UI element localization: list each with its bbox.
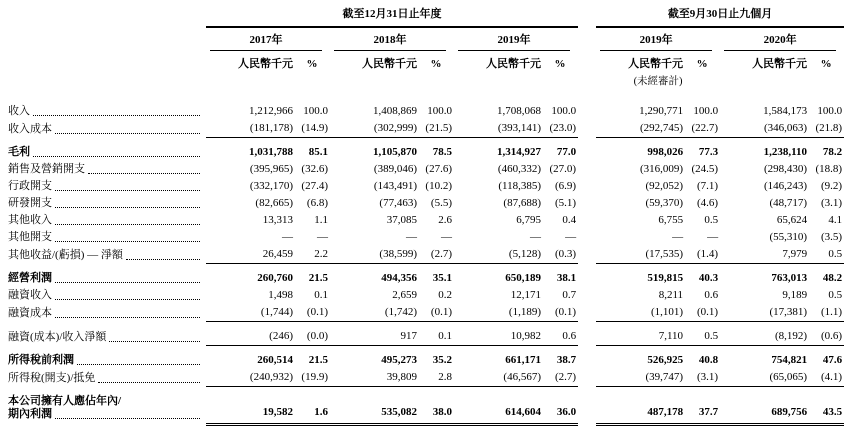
percent-cell: 2.6	[438, 214, 452, 226]
amount-cell: (92,052)	[645, 180, 684, 192]
percent-cell: (18.8)	[815, 163, 843, 175]
amount-cell: 1,290,771	[639, 105, 684, 117]
row-label: 研發開支	[8, 195, 206, 212]
year-header-2017: 2017年	[206, 27, 330, 51]
table-row	[8, 346, 844, 370]
currency-unit-header: 人民幣千元	[238, 58, 293, 70]
percent-cell: 0.5	[828, 289, 843, 301]
amount-cell: (1,101)	[650, 306, 684, 318]
amount-cell: 1,584,173	[763, 105, 808, 117]
dot-leader	[55, 214, 200, 225]
column-gap	[578, 195, 596, 212]
column-gap	[578, 322, 596, 346]
percent-cell: (23.0)	[549, 122, 577, 134]
amount-cell: (346,063)	[763, 122, 808, 134]
amount-cell: 1,408,869	[373, 105, 417, 117]
table-row	[8, 103, 844, 120]
currency-unit-header: 人民幣千元	[362, 58, 417, 70]
percent-cell: 100.0	[693, 105, 719, 117]
percent-cell: 37.7	[684, 387, 720, 425]
nine-month-period-header: 截至9月30日止九個月	[596, 8, 844, 27]
amount-cell: (143,491)	[373, 180, 417, 192]
amount-cell: 1,498	[268, 289, 293, 301]
currency-unit-header: 人民幣千元	[752, 58, 808, 70]
dot-leader	[55, 289, 200, 300]
amount-cell: —	[530, 231, 541, 243]
amount-cell: 9,189	[782, 289, 808, 301]
amount-cell: 2,659	[392, 289, 417, 301]
amount-cell: 26,459	[262, 248, 293, 260]
income-statement-table	[8, 8, 844, 426]
amount-cell: —	[406, 231, 417, 243]
percent-cell: (0.3)	[554, 248, 577, 260]
percent-cell: 4.1	[828, 214, 843, 226]
table-row	[8, 369, 844, 387]
percent-cell: (6.9)	[554, 180, 577, 192]
row-label: 經營利潤	[8, 264, 206, 288]
percent-cell: 0.1	[314, 289, 328, 301]
percent-cell: (21.8)	[815, 122, 843, 134]
percent-cell: (24.5)	[691, 163, 719, 175]
row-label: 融資(成本)/收入淨額	[8, 322, 206, 346]
dot-leader	[55, 408, 200, 419]
amount-cell: (48,717)	[769, 197, 808, 209]
corner-cell	[8, 73, 206, 90]
column-gap	[578, 51, 596, 73]
amount-cell: 10,982	[454, 322, 542, 346]
percent-cell: (27.6)	[425, 163, 452, 175]
amount-cell: (5,128)	[508, 248, 541, 260]
percent-cell: (5.5)	[430, 197, 452, 209]
row-label: 其他收益/(虧損) — 淨額	[8, 246, 206, 264]
column-gap	[578, 73, 596, 90]
percent-cell: (0.0)	[294, 322, 330, 346]
table-row	[8, 120, 844, 138]
amount-cell: (316,009)	[639, 163, 684, 175]
amount-cell: (55,310)	[769, 231, 808, 243]
percent-cell: (6.8)	[306, 197, 328, 209]
percent-cell: —	[441, 231, 452, 243]
header-body-gap	[8, 90, 844, 103]
amount-cell: 1,105,870	[330, 138, 418, 162]
column-gap	[578, 103, 596, 120]
amount-cell: (39,747)	[645, 371, 684, 383]
percent-cell: 0.1	[418, 322, 454, 346]
row-label: 銷售及營銷開支	[8, 161, 206, 178]
table-row	[8, 246, 844, 264]
column-gap	[578, 229, 596, 246]
amount-cell: (82,665)	[255, 197, 293, 209]
percent-cell: (27.4)	[301, 180, 328, 192]
percent-cell: —	[707, 231, 719, 243]
dot-leader	[55, 180, 200, 191]
amount-cell: 1,708,068	[497, 105, 541, 117]
percent-cell: 2.2	[314, 248, 328, 260]
percent-cell: (1.1)	[820, 306, 843, 318]
corner-cell	[8, 51, 206, 73]
percent-cell: 40.8	[684, 346, 720, 370]
amount-cell: (17,381)	[769, 306, 808, 318]
row-label: 所得稅前利潤	[8, 346, 206, 370]
percent-cell: (4.1)	[820, 371, 843, 383]
amount-cell: (298,430)	[763, 163, 808, 175]
year-header-9m-2020: 2020年	[720, 27, 844, 51]
amount-cell: 6,795	[516, 214, 541, 226]
amount-cell: (17,535)	[645, 248, 684, 260]
amount-cell: (87,688)	[503, 197, 541, 209]
unaudited-note: (未經審計)	[633, 76, 683, 87]
table-row	[8, 161, 844, 178]
amount-cell: (1,189)	[508, 306, 541, 318]
amount-cell: (240,932)	[249, 371, 293, 383]
amount-cell: 65,624	[776, 214, 808, 226]
percent-cell: 0.6	[542, 322, 578, 346]
row-label: 其他收入	[8, 212, 206, 229]
dot-leader	[55, 197, 200, 208]
percent-cell: 21.5	[294, 346, 330, 370]
percent-header: %	[696, 58, 708, 70]
amount-cell: 13,313	[262, 214, 293, 226]
percent-cell: 38.7	[542, 346, 578, 370]
amount-cell: (1,742)	[384, 306, 417, 318]
column-gap	[578, 346, 596, 370]
amount-cell: (181,178)	[249, 122, 293, 134]
amount-cell: (46,567)	[503, 371, 541, 383]
percent-cell: 1.6	[294, 387, 330, 425]
table-row	[8, 387, 844, 425]
row-label: 融資收入	[8, 287, 206, 304]
percent-header: %	[820, 58, 832, 70]
amount-cell: —	[672, 231, 684, 243]
percent-cell: 38.1	[542, 264, 578, 288]
dot-leader	[77, 354, 200, 365]
row-label: 其他開支	[8, 229, 206, 246]
percent-header: %	[306, 58, 318, 70]
percent-cell: 100.0	[303, 105, 328, 117]
amount-cell: 260,760	[206, 264, 294, 288]
percent-cell: (27.0)	[549, 163, 577, 175]
corner-cell	[8, 8, 206, 27]
amount-cell: 39,809	[386, 371, 417, 383]
percent-cell: 48.2	[808, 264, 844, 288]
percent-cell: 0.7	[562, 289, 577, 301]
percent-cell: 0.4	[562, 214, 577, 226]
column-gap	[578, 264, 596, 288]
column-gap	[578, 27, 596, 51]
percent-header: %	[554, 58, 566, 70]
percent-cell: 38.0	[418, 387, 454, 425]
column-gap	[578, 138, 596, 162]
percent-cell: (1.4)	[696, 248, 719, 260]
percent-cell: 0.5	[704, 214, 719, 226]
percent-cell: 77.3	[684, 138, 720, 162]
column-gap	[578, 387, 596, 425]
dot-leader	[33, 105, 200, 116]
amount-cell: 917	[330, 322, 418, 346]
year-header-2018: 2018年	[330, 27, 454, 51]
percent-cell: 21.5	[294, 264, 330, 288]
percent-cell: 100.0	[551, 105, 577, 117]
unit-header-row	[8, 51, 844, 73]
amount-cell: 12,171	[510, 289, 541, 301]
percent-cell: (2.7)	[554, 371, 577, 383]
table-row	[8, 287, 844, 304]
amount-cell: (395,965)	[249, 163, 293, 175]
amount-cell: 6,755	[658, 214, 684, 226]
row-label: 收入成本	[8, 120, 206, 138]
amount-cell: 526,925	[596, 346, 684, 370]
row-label: 本公司擁有人應佔年內/ 期內利潤	[8, 387, 206, 425]
percent-cell: 43.5	[808, 387, 844, 425]
percent-cell: 2.8	[438, 371, 452, 383]
percent-cell: (21.5)	[425, 122, 452, 134]
percent-cell: 85.1	[294, 138, 330, 162]
currency-unit-header: 人民幣千元	[628, 58, 684, 70]
amount-cell: (118,385)	[498, 180, 541, 192]
amount-cell: (59,370)	[645, 197, 684, 209]
percent-cell: (14.9)	[301, 122, 328, 134]
percent-cell: 100.0	[427, 105, 452, 117]
annual-period-header: 截至12月31日止年度	[206, 8, 578, 27]
amount-cell: (146,243)	[763, 180, 808, 192]
percent-cell: —	[317, 231, 328, 243]
percent-cell: (2.7)	[430, 248, 452, 260]
column-gap	[578, 304, 596, 322]
percent-cell: —	[565, 231, 577, 243]
period-header-row	[8, 8, 844, 27]
row-label: 融資成本	[8, 304, 206, 322]
dot-leader	[126, 249, 200, 260]
amount-cell: 614,604	[454, 387, 542, 425]
amount-cell: (332,170)	[249, 180, 293, 192]
percent-cell: 36.0	[542, 387, 578, 425]
corner-cell	[8, 27, 206, 51]
column-gap	[578, 246, 596, 264]
dot-leader	[55, 307, 200, 318]
table-row	[8, 212, 844, 229]
dot-leader	[98, 372, 200, 383]
amount-cell: 19,582	[206, 387, 294, 425]
amount-cell: 689,756	[720, 387, 808, 425]
dot-leader	[109, 331, 200, 342]
percent-cell: 35.1	[418, 264, 454, 288]
table-row	[8, 304, 844, 322]
amount-cell: 754,821	[720, 346, 808, 370]
table-row	[8, 138, 844, 162]
row-label: 收入	[8, 103, 206, 120]
percent-cell: (0.1)	[696, 306, 719, 318]
amount-cell: 495,273	[330, 346, 418, 370]
table-row	[8, 178, 844, 195]
percent-cell: 77.0	[542, 138, 578, 162]
amount-cell: 519,815	[596, 264, 684, 288]
percent-cell: (3.5)	[820, 231, 843, 243]
amount-cell: 535,082	[330, 387, 418, 425]
percent-cell: 47.6	[808, 346, 844, 370]
amount-cell: 8,211	[658, 289, 684, 301]
column-gap	[578, 161, 596, 178]
dot-leader	[55, 123, 200, 134]
dot-leader	[55, 272, 200, 283]
percent-cell: (0.1)	[554, 306, 577, 318]
column-gap	[578, 178, 596, 195]
percent-cell: (10.2)	[425, 180, 452, 192]
amount-cell: (389,046)	[373, 163, 417, 175]
percent-cell: (3.1)	[696, 371, 719, 383]
percent-cell: 78.2	[808, 138, 844, 162]
percent-cell: 100.0	[817, 105, 843, 117]
amount-cell: 1,238,110	[720, 138, 808, 162]
amount-cell: (77,463)	[379, 197, 417, 209]
amount-cell: 650,189	[454, 264, 542, 288]
dot-leader	[88, 163, 200, 174]
amount-cell: 661,171	[454, 346, 542, 370]
amount-cell: 487,178	[596, 387, 684, 425]
unaudited-note-row	[8, 73, 844, 90]
table-body	[8, 103, 844, 425]
percent-cell: (3.1)	[820, 197, 843, 209]
amount-cell: —	[282, 231, 293, 243]
amount-cell: 998,026	[596, 138, 684, 162]
percent-cell: 0.6	[704, 289, 719, 301]
amount-cell: (393,141)	[497, 122, 541, 134]
row-label: 所得稅(開支)/抵免	[8, 369, 206, 387]
amount-cell: (302,999)	[373, 122, 417, 134]
amount-cell: (246)	[206, 322, 294, 346]
amount-cell: 1,314,927	[454, 138, 542, 162]
currency-unit-header: 人民幣千元	[486, 58, 541, 70]
amount-cell: 763,013	[720, 264, 808, 288]
amount-cell: (65,065)	[769, 371, 808, 383]
dot-leader	[33, 146, 200, 157]
percent-cell: 1.1	[314, 214, 328, 226]
column-gap	[578, 120, 596, 138]
amount-cell: 1,212,966	[249, 105, 293, 117]
row-label: 行政開支	[8, 178, 206, 195]
percent-cell: 78.5	[418, 138, 454, 162]
year-header-2019: 2019年	[454, 27, 578, 51]
table-row	[8, 264, 844, 288]
amount-cell: (460,332)	[497, 163, 541, 175]
amount-cell: 37,085	[386, 214, 417, 226]
amount-cell: (1,744)	[260, 306, 293, 318]
amount-cell: 7,979	[782, 248, 808, 260]
amount-cell: 7,110	[596, 322, 684, 346]
percent-cell: (0.1)	[430, 306, 452, 318]
amount-cell: 494,356	[330, 264, 418, 288]
column-gap	[578, 8, 596, 27]
percent-cell: 0.5	[828, 248, 843, 260]
amount-cell: (38,599)	[379, 248, 417, 260]
percent-cell: 0.2	[438, 289, 452, 301]
percent-cell: 35.2	[418, 346, 454, 370]
table-row	[8, 322, 844, 346]
amount-cell: (8,192)	[720, 322, 808, 346]
percent-cell: (32.6)	[301, 163, 328, 175]
column-gap	[578, 287, 596, 304]
column-gap	[578, 369, 596, 387]
percent-cell: 0.5	[684, 322, 720, 346]
percent-cell: (9.2)	[820, 180, 843, 192]
dot-leader	[55, 231, 200, 242]
amount-cell: (292,745)	[639, 122, 684, 134]
percent-cell: (4.6)	[696, 197, 719, 209]
year-header-row	[8, 27, 844, 51]
percent-cell: (7.1)	[696, 180, 719, 192]
percent-cell: (0.6)	[808, 322, 844, 346]
column-gap	[578, 212, 596, 229]
amount-cell: 260,514	[206, 346, 294, 370]
year-header-9m-2019: 2019年	[596, 27, 720, 51]
table-row	[8, 195, 844, 212]
row-label: 毛利	[8, 138, 206, 162]
percent-header: %	[430, 58, 442, 70]
percent-cell: 40.3	[684, 264, 720, 288]
amount-cell: 1,031,788	[206, 138, 294, 162]
percent-cell: (19.9)	[301, 371, 328, 383]
percent-cell: (0.1)	[306, 306, 328, 318]
percent-cell: (5.1)	[554, 197, 577, 209]
percent-cell: (22.7)	[691, 122, 719, 134]
table-row	[8, 229, 844, 246]
